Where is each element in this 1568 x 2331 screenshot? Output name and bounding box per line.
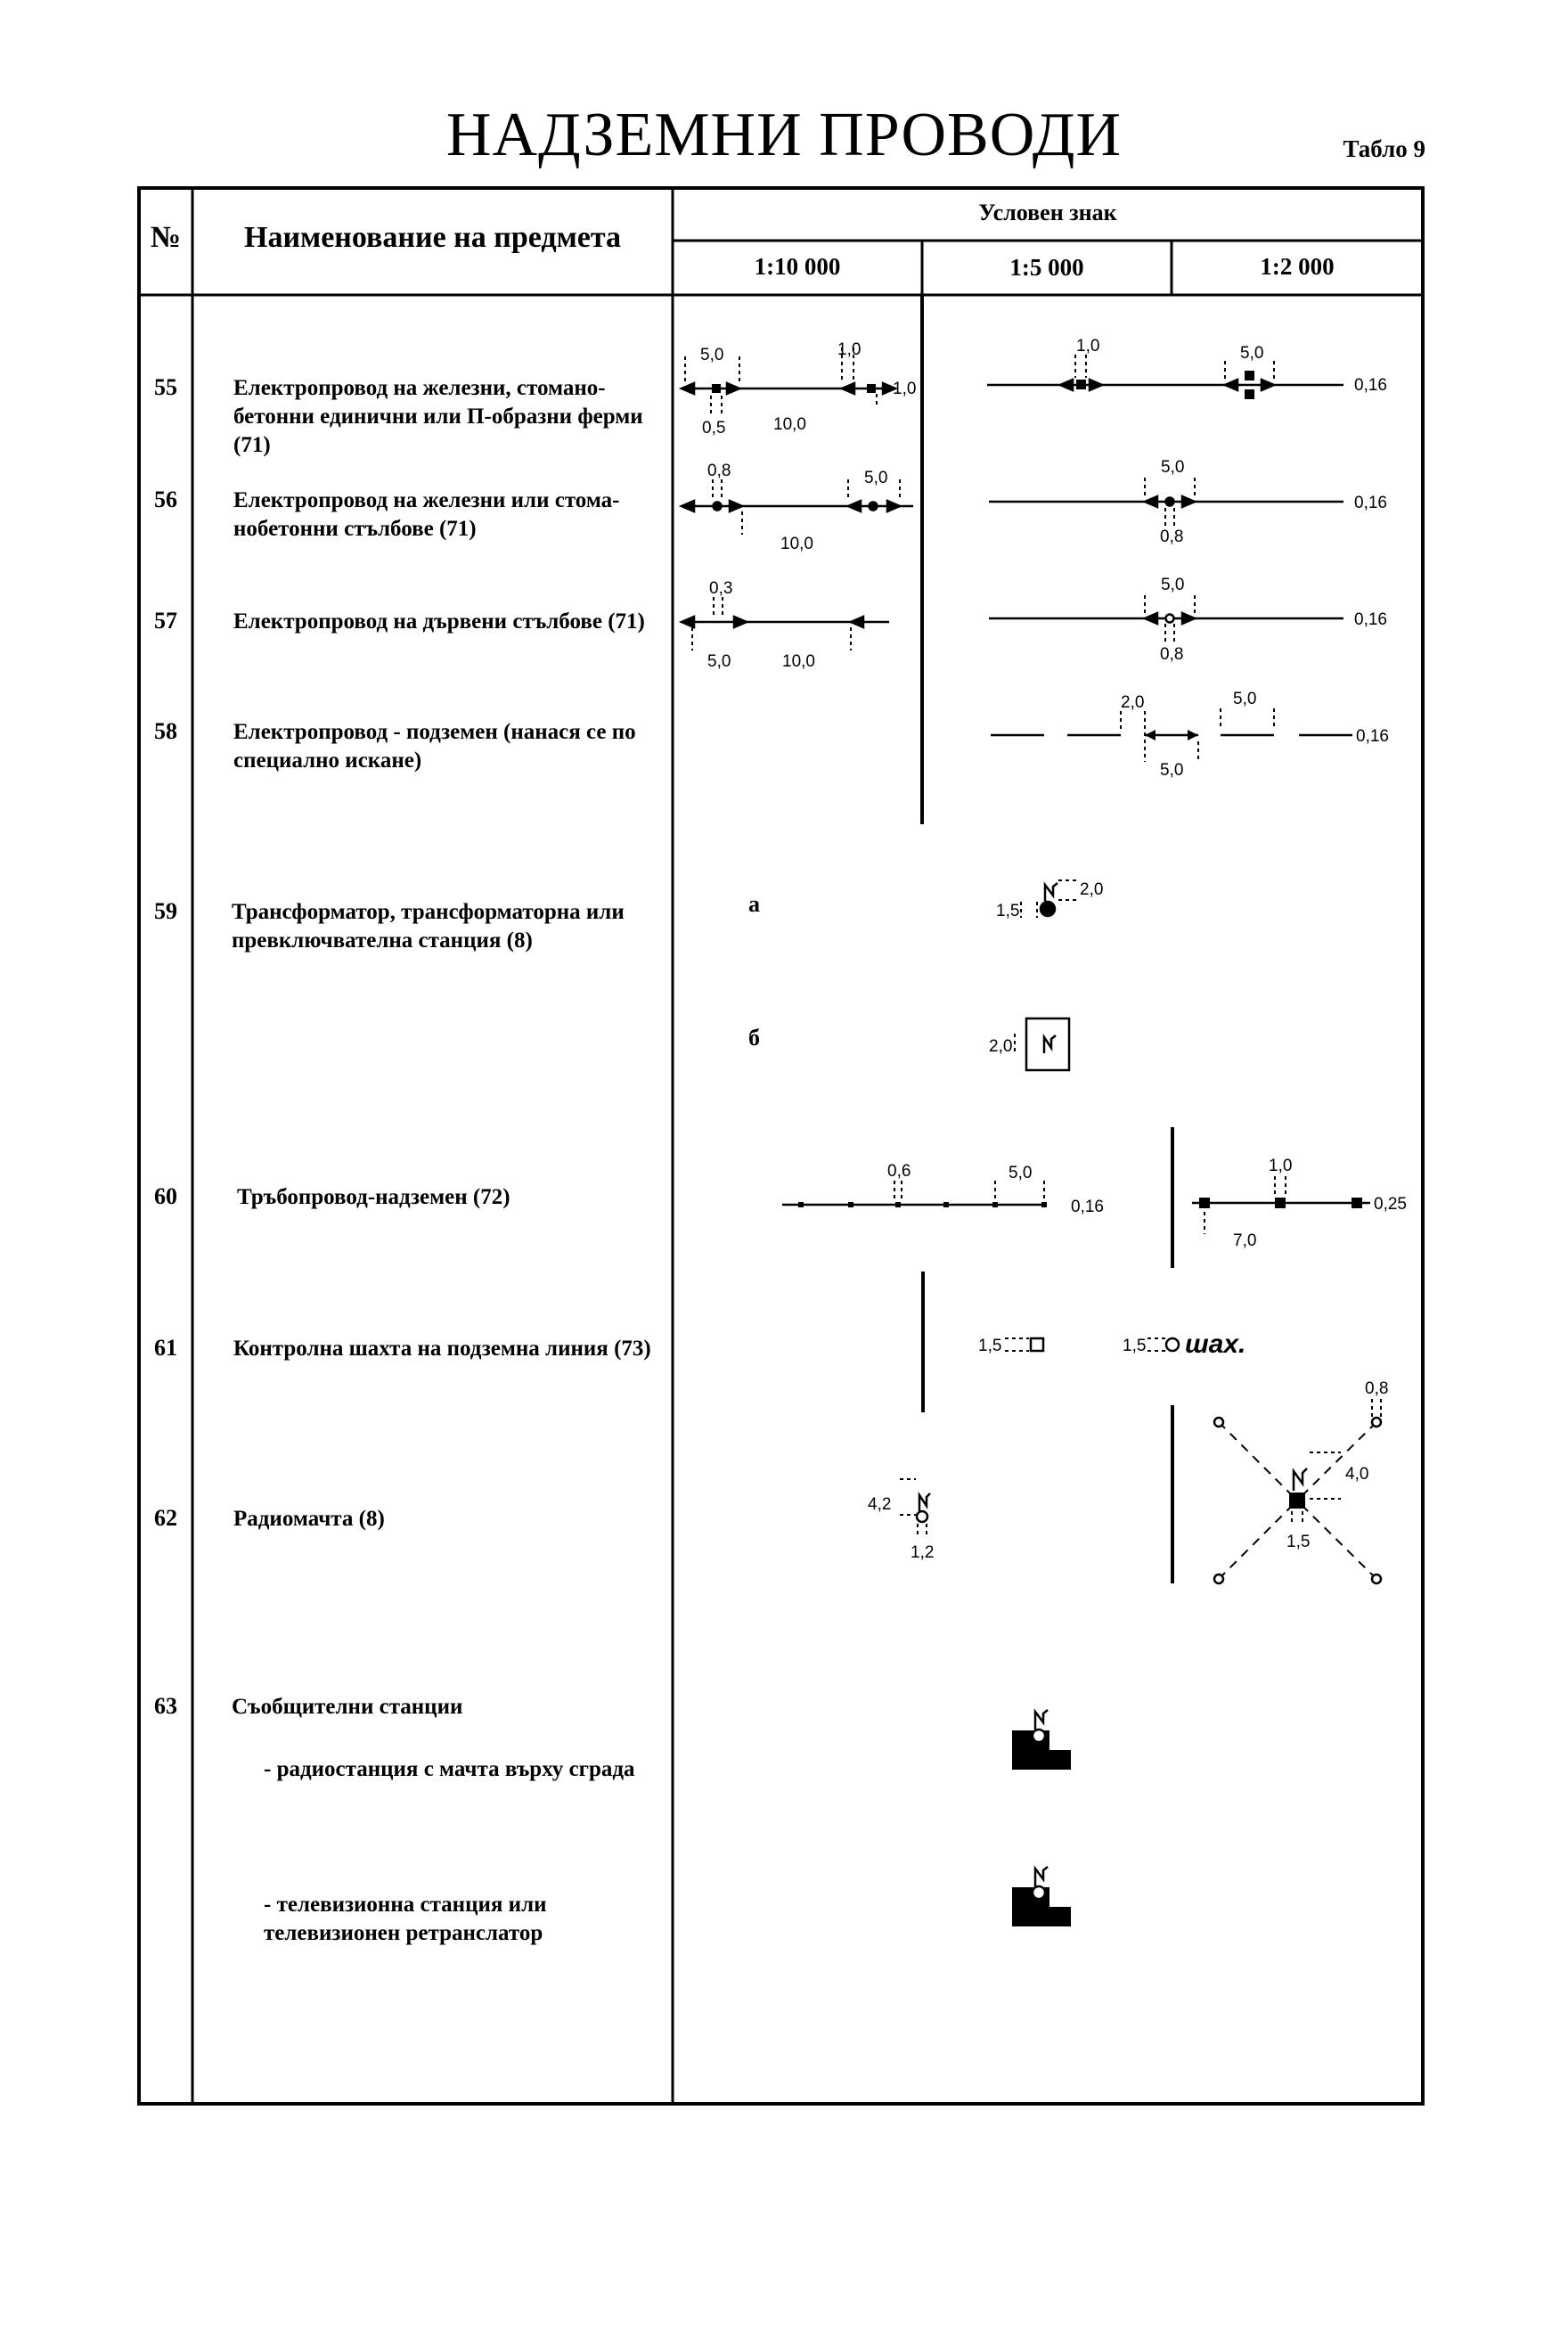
dim-label: 2,0 <box>989 1037 1013 1056</box>
dim-label: 5,0 <box>707 652 731 671</box>
dim-label: 1,0 <box>1269 1157 1293 1175</box>
row-number: 63 <box>154 1693 177 1719</box>
dim-label: 0,5 <box>702 419 726 438</box>
symbol-60-10000 <box>782 1181 1047 1207</box>
dim-label: 5,0 <box>1161 458 1185 477</box>
symbol-57-5000 <box>989 595 1343 643</box>
dim-label: 0,16 <box>1356 727 1389 746</box>
row-subitem: - телевизионна станция или телевизионен ретранслатор <box>264 1893 547 1945</box>
dim-label: 0,16 <box>1071 1198 1104 1216</box>
row-number: 57 <box>154 608 177 634</box>
row-number: 62 <box>154 1505 177 1531</box>
dim-label: 5,0 <box>1240 344 1264 363</box>
dim-label: 5,0 <box>1161 576 1185 594</box>
row-number: 60 <box>154 1183 177 1209</box>
symbol-57-10000 <box>682 597 889 650</box>
page-title: НАДЗЕМНИ ПРОВОДИ <box>445 101 1123 169</box>
row-name: Съобщителни станции <box>232 1695 463 1719</box>
header-scale-2000: 1:2 000 <box>1260 253 1335 280</box>
dim-label: 0,3 <box>709 579 733 598</box>
header-scale-5000: 1:5 000 <box>1009 254 1084 281</box>
radio-station-building-symbol <box>1012 1710 1071 1770</box>
row-name: Електропровод на дървени стълбове (71) <box>233 609 645 634</box>
dim-label: 1,0 <box>837 340 862 359</box>
row-name: Тръбопровод-надземен (72) <box>237 1185 510 1209</box>
dim-label: 0,8 <box>1160 645 1184 664</box>
header-scale-10000: 1:10 000 <box>754 253 841 280</box>
transformer-symbol-b <box>1015 1018 1069 1070</box>
row-name: Електропровод на железни, стомано-бетонни единични или П-образни ферми (71) <box>233 376 643 457</box>
dim-label: 1,0 <box>1076 337 1100 356</box>
header-col-sign: Условен знак <box>978 200 1117 225</box>
dim-label: 10,0 <box>780 535 813 553</box>
dim-label: 2,0 <box>1080 880 1104 899</box>
symbol-56-10000 <box>682 479 913 535</box>
manhole-symbols <box>1005 1338 1179 1351</box>
symbol-55-5000 <box>987 355 1343 399</box>
tv-station-symbol <box>1012 1867 1071 1926</box>
row-name: Електропровод на железни или стома-нобетонни стълбове (71) <box>233 488 620 541</box>
header-col-name: Наименование на предмета <box>244 221 621 254</box>
row-number: 59 <box>154 898 177 924</box>
row-name: Контролна шахта на подземна линия (73) <box>233 1337 651 1361</box>
dim-label: 0,16 <box>1354 494 1387 512</box>
dim-label: 7,0 <box>1233 1231 1257 1250</box>
dim-label: 0,25 <box>1374 1195 1407 1214</box>
row-name: Електропровод - подземен (нанася се по специално искане) <box>233 720 636 773</box>
symbol-62-10000 <box>900 1479 930 1537</box>
row-number: 61 <box>154 1335 177 1361</box>
dim-label: 1,5 <box>996 902 1020 920</box>
variant-label-b: б <box>748 1025 760 1051</box>
dim-label: 5,0 <box>1009 1164 1033 1182</box>
dim-label: 4,2 <box>868 1495 892 1514</box>
dim-label: 0,8 <box>1160 528 1184 546</box>
dim-label: 0,6 <box>887 1162 911 1181</box>
dim-label: 1,5 <box>1286 1533 1311 1551</box>
dim-label: 0,8 <box>707 462 731 480</box>
dim-label: 1,0 <box>893 380 917 398</box>
dim-label: 5,0 <box>864 469 888 487</box>
dim-label: 10,0 <box>782 652 815 671</box>
row-number: 55 <box>154 374 177 400</box>
dim-label: 1,5 <box>978 1337 1002 1355</box>
dim-label: 0,16 <box>1354 376 1387 395</box>
row-number: 58 <box>154 718 177 744</box>
manhole-abbr: шах. <box>1185 1329 1246 1359</box>
dim-label: 1,5 <box>1123 1337 1147 1355</box>
variant-label-a: а <box>748 891 760 917</box>
dim-label: 1,2 <box>911 1543 935 1562</box>
dim-label: 5,0 <box>700 346 724 364</box>
symbol-62-2000 <box>1214 1399 1381 1583</box>
dim-label: 10,0 <box>773 415 806 434</box>
row-subitem: - радиостанция с мачта върху сграда <box>264 1757 635 1781</box>
dim-label: 2,0 <box>1121 693 1145 712</box>
table-number: Табло 9 <box>1343 135 1425 162</box>
symbol-58-5000 <box>991 708 1352 762</box>
row-name: Трансформатор, трансформаторна или превключвателна станция (8) <box>232 900 625 953</box>
symbol-60-2000 <box>1192 1176 1370 1234</box>
dim-label: 5,0 <box>1160 761 1184 780</box>
header-col-number: № <box>150 221 182 254</box>
row-name: Радиомачта (8) <box>233 1507 385 1531</box>
transformer-symbol-a <box>1021 880 1076 918</box>
dim-label: 4,0 <box>1345 1465 1369 1484</box>
row-number: 56 <box>154 487 177 512</box>
symbol-56-5000 <box>989 478 1343 526</box>
dim-label: 0,8 <box>1365 1379 1389 1398</box>
dim-label: 0,16 <box>1354 610 1387 629</box>
dim-label: 5,0 <box>1233 690 1257 708</box>
